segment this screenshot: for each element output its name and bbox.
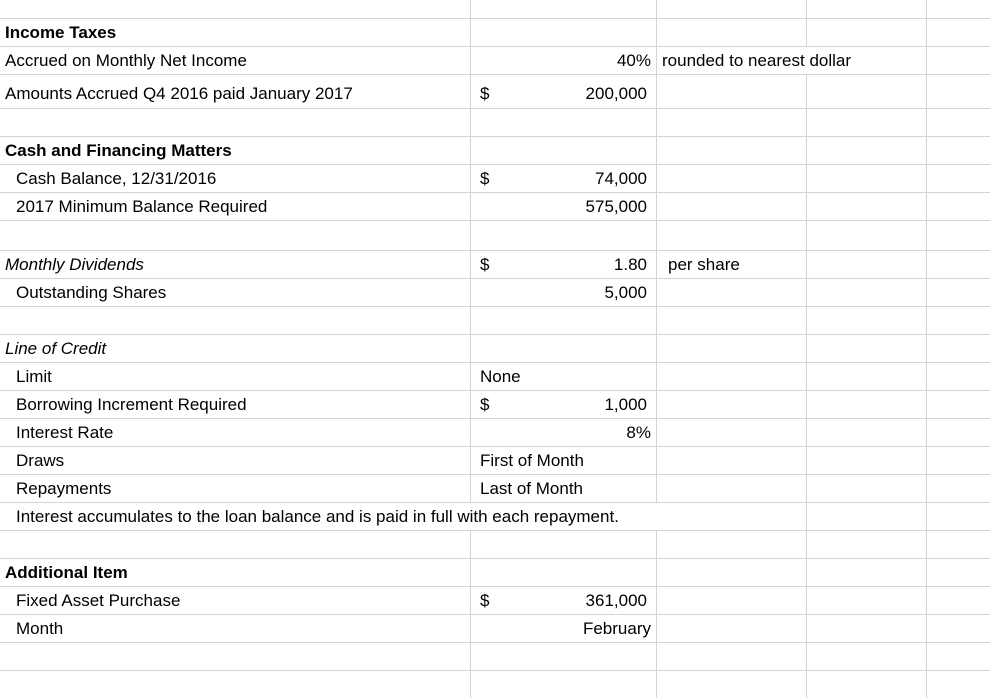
outstanding-shares-label: Outstanding Shares (16, 283, 167, 302)
additional-item-heading: Additional Item (5, 563, 128, 582)
minimum-balance-label: 2017 Minimum Balance Required (16, 197, 268, 216)
borrowing-increment-label: Borrowing Increment Required (16, 395, 247, 414)
interest-rate-value-cell[interactable]: 8% (626, 423, 651, 442)
income-taxes-heading: Income Taxes (5, 23, 117, 42)
accrued-label: Accrued on Monthly Net Income (5, 51, 247, 70)
dividend-value-cell[interactable]: 1.80 (613, 255, 647, 274)
q4-currency-symbol: $ (480, 84, 490, 103)
accrued-note: rounded to nearest dollar (662, 51, 852, 70)
repayments-label: Repayments (16, 479, 112, 498)
cash-balance-value-cell[interactable]: 74,000 (595, 169, 647, 188)
draws-value-cell[interactable]: First of Month (480, 451, 584, 470)
cash-currency-symbol: $ (480, 169, 490, 188)
line-of-credit-heading: Line of Credit (5, 339, 107, 358)
cash-balance-label: Cash Balance, 12/31/2016 (16, 169, 217, 188)
dividend-currency-symbol: $ (480, 255, 490, 274)
outstanding-shares-value-cell[interactable]: 5,000 (604, 283, 647, 302)
repayments-value-cell[interactable]: Last of Month (480, 479, 584, 498)
fixed-asset-purchase-value-cell[interactable]: 361,000 (585, 591, 647, 610)
dividend-unit: per share (668, 255, 740, 274)
purchase-currency-symbol: $ (480, 591, 490, 610)
monthly-dividends-heading: Monthly Dividends (5, 255, 144, 274)
q4-accrued-label: Amounts Accrued Q4 2016 paid January 2017 (5, 84, 353, 103)
accrued-rate-cell[interactable]: 40% (616, 51, 651, 70)
draws-label: Draws (16, 451, 65, 470)
month-label: Month (16, 619, 64, 638)
interest-rate-label: Interest Rate (16, 423, 114, 442)
q4-accrued-value-cell[interactable]: 200,000 (585, 84, 647, 103)
borrowing-increment-value-cell[interactable]: 1,000 (604, 395, 647, 414)
cash-financing-heading: Cash and Financing Matters (5, 141, 232, 160)
month-value-cell[interactable]: February (582, 619, 651, 638)
fixed-asset-purchase-label: Fixed Asset Purchase (16, 591, 181, 610)
increment-currency-symbol: $ (480, 395, 490, 414)
minimum-balance-value-cell[interactable]: 575,000 (585, 197, 647, 216)
limit-label: Limit (16, 367, 52, 386)
interest-note: Interest accumulates to the loan balance and is paid in full with each repayment. (16, 507, 619, 526)
limit-value-cell[interactable]: None (480, 367, 521, 386)
